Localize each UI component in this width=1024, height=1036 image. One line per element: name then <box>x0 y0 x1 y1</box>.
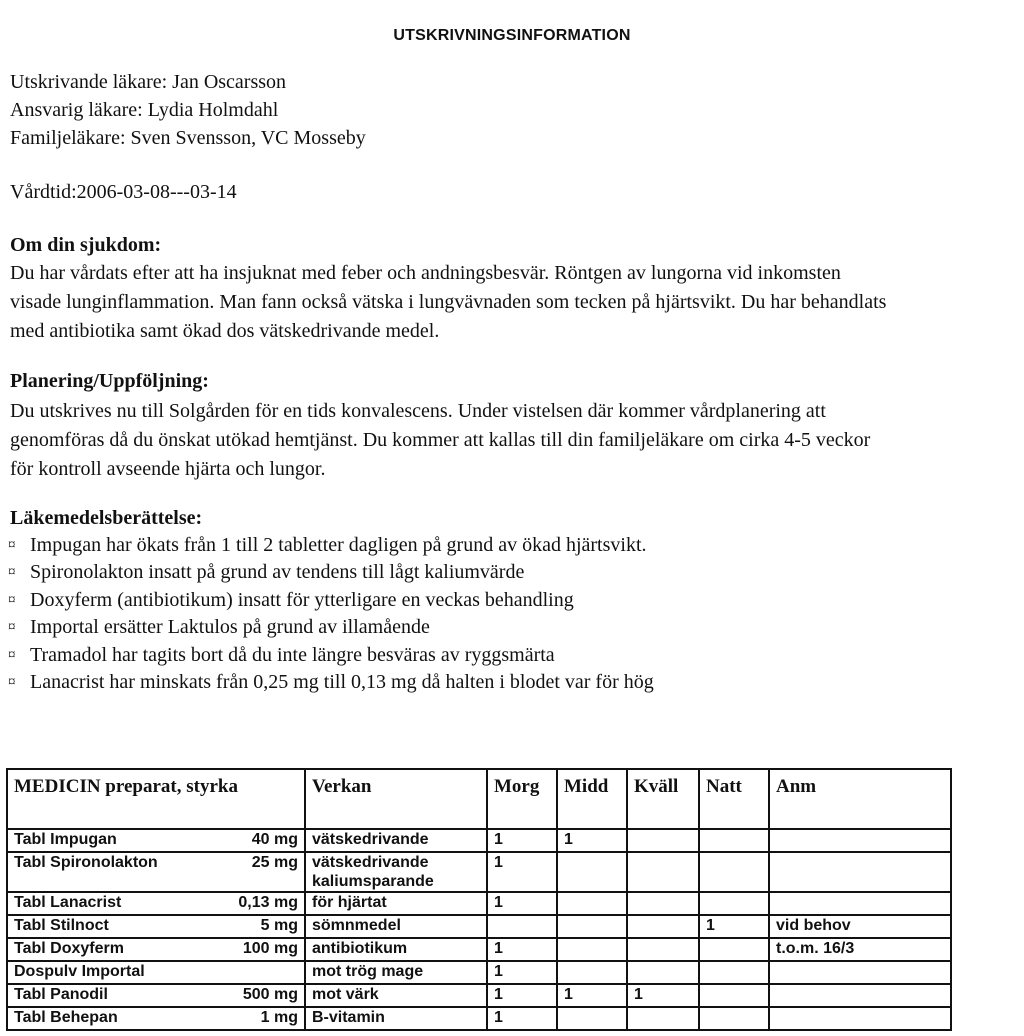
drug-strength: 1 mg <box>260 1009 298 1026</box>
effect-cell: antibiotikum <box>305 938 487 961</box>
effect-cell: mot värk <box>305 984 487 1007</box>
table-row <box>7 938 951 961</box>
text-line: för kontroll avseende hjärta och lungor. <box>10 458 326 480</box>
drug-strength: 25 mg <box>251 854 298 871</box>
morning-cell: 1 <box>487 961 557 984</box>
remark-cell <box>769 961 951 984</box>
list-item <box>8 669 654 696</box>
midday-cell <box>557 852 627 892</box>
list-item-text: Doxyferm (antibiotikum) insatt för ytterligare en veckas behandling <box>30 588 574 611</box>
bullet-icon: ¤ <box>8 619 16 636</box>
column-header: Natt <box>699 769 769 829</box>
night-cell: 1 <box>699 915 769 938</box>
remark-cell <box>769 892 951 915</box>
column-header: Midd <box>557 769 627 829</box>
list-item-text: Lanacrist har minskats från 0,25 mg till 0,13 mg då halten i blodet var för hög <box>30 671 654 694</box>
table-row <box>7 984 951 1007</box>
preparation-cell <box>7 852 305 892</box>
evening-cell <box>627 938 699 961</box>
drug-strength: 40 mg <box>251 831 298 848</box>
table-header-row <box>7 769 951 829</box>
preparation-cell <box>7 915 305 938</box>
list-item-text: Impugan har ökats från 1 till 2 tabletter dagligen på grund av ökad hjärtsvikt. <box>30 534 647 556</box>
table-row <box>7 961 951 984</box>
effect-cell <box>305 852 487 892</box>
text-line: visade lunginflammation. Man fann också vätska i lungvävnaden som tecken på hjärtsvikt. Du har behandlats <box>10 291 887 313</box>
column-header: Kväll <box>627 769 699 829</box>
remark-cell: vid behov <box>769 915 951 938</box>
discharging-doctor: Utskrivande läkare: Jan Oscarsson <box>10 71 287 93</box>
midday-cell <box>557 892 627 915</box>
drug-name: Tabl Behepan <box>14 1009 118 1026</box>
remark-cell <box>769 829 951 852</box>
preparation-cell <box>7 1007 305 1030</box>
section-text-illness <box>10 259 886 346</box>
column-header: Verkan <box>305 769 487 829</box>
medication-change-list <box>8 532 654 696</box>
bullet-icon: ¤ <box>8 674 16 691</box>
drug-name: Tabl Spironolakton <box>14 854 158 871</box>
section-heading-planning: Planering/Uppföljning: <box>10 370 209 392</box>
drug-name: Dospulv Importal <box>14 963 145 980</box>
effect-line: kaliumsparande <box>312 873 434 890</box>
night-cell <box>699 829 769 852</box>
bullet-icon: ¤ <box>8 591 16 608</box>
remark-cell: t.o.m. 16/3 <box>769 938 951 961</box>
remark-cell <box>769 984 951 1007</box>
effect-cell: vätskedrivande <box>305 829 487 852</box>
responsible-doctor: Ansvarig läkare: Lydia Holmdahl <box>10 99 279 121</box>
text-line: Du har vårdats efter att ha insjuknat med feber och andningsbesvär. Röntgen av lungorna vid inkomsten <box>10 262 841 284</box>
effect-cell: B-vitamin <box>305 1007 487 1030</box>
column-header: Anm <box>769 769 951 829</box>
table-row <box>7 892 951 915</box>
drug-name: Tabl Lanacrist <box>14 894 122 911</box>
effect-cell: mot trög mage <box>305 961 487 984</box>
morning-cell: 1 <box>487 984 557 1007</box>
drug-strength: 0,13 mg <box>238 894 298 911</box>
midday-cell: 1 <box>557 984 627 1007</box>
preparation-cell <box>7 829 305 852</box>
section-text-planning <box>10 397 870 484</box>
evening-cell <box>627 852 699 892</box>
midday-cell: 1 <box>557 829 627 852</box>
morning-cell: 1 <box>487 938 557 961</box>
medication-table <box>6 768 952 1031</box>
evening-cell <box>627 1007 699 1030</box>
list-item <box>8 532 654 559</box>
preparation-cell <box>7 961 305 984</box>
night-cell <box>699 938 769 961</box>
effect-line: vätskedrivande <box>312 854 429 871</box>
column-header: Morg <box>487 769 557 829</box>
night-cell <box>699 852 769 892</box>
list-item <box>8 587 654 614</box>
drug-name: Tabl Impugan <box>14 831 117 848</box>
preparation-cell <box>7 892 305 915</box>
care-period: Vårdtid:2006-03-08---03-14 <box>10 181 237 203</box>
text-line: genomföras då du önskat utökad hemtjänst. Du kommer att kallas till din familjeläkare om cirka 4-5 veckor <box>10 429 871 451</box>
drug-name: Tabl Doxyferm <box>14 940 124 957</box>
morning-cell <box>487 915 557 938</box>
table-row <box>7 852 951 892</box>
list-item-text: Spironolakton insatt på grund av tendens till lågt kaliumvärde <box>30 561 525 584</box>
preparation-cell <box>7 984 305 1007</box>
drug-name: Tabl Panodil <box>14 986 108 1003</box>
evening-cell <box>627 961 699 984</box>
text-line: med antibiotika samt ökad dos vätskedrivande medel. <box>10 320 440 342</box>
list-item-text: Importal ersätter Laktulos på grund av illamående <box>30 616 430 639</box>
drug-strength: 5 mg <box>260 917 298 934</box>
document-title: UTSKRIVNINGSINFORMATION <box>393 27 631 44</box>
night-cell <box>699 961 769 984</box>
table-row <box>7 829 951 852</box>
morning-cell: 1 <box>487 852 557 892</box>
remark-cell <box>769 852 951 892</box>
effect-cell: för hjärtat <box>305 892 487 915</box>
table-row <box>7 1007 951 1030</box>
morning-cell: 1 <box>487 892 557 915</box>
column-header: MEDICIN preparat, styrka <box>7 769 305 829</box>
night-cell <box>699 892 769 915</box>
evening-cell <box>627 915 699 938</box>
list-item <box>8 642 654 669</box>
list-item <box>8 614 654 641</box>
list-item-text: Tramadol har tagits bort då du inte längre besväras av ryggsmärta <box>30 643 555 666</box>
evening-cell <box>627 829 699 852</box>
morning-cell: 1 <box>487 829 557 852</box>
table-row <box>7 915 951 938</box>
preparation-cell <box>7 938 305 961</box>
night-cell <box>699 1007 769 1030</box>
evening-cell <box>627 892 699 915</box>
midday-cell <box>557 915 627 938</box>
drug-strength: 100 mg <box>242 940 298 957</box>
midday-cell <box>557 961 627 984</box>
drug-strength: 500 mg <box>242 986 298 1003</box>
section-heading-illness: Om din sjukdom: <box>10 234 162 256</box>
family-doctor: Familjeläkare: Sven Svensson, VC Mosseby <box>10 127 366 149</box>
bullet-icon: ¤ <box>8 646 16 663</box>
midday-cell <box>557 938 627 961</box>
evening-cell: 1 <box>627 984 699 1007</box>
bullet-icon: ¤ <box>8 564 16 581</box>
morning-cell: 1 <box>487 1007 557 1030</box>
bullet-icon: ¤ <box>8 537 16 553</box>
night-cell <box>699 984 769 1007</box>
remark-cell <box>769 1007 951 1030</box>
drug-name: Tabl Stilnoct <box>14 917 109 934</box>
list-item <box>8 559 654 586</box>
text-line: Du utskrives nu till Solgården för en tids konvalescens. Under vistelsen där kommer vårdplanering att <box>10 400 826 422</box>
effect-cell: sömnmedel <box>305 915 487 938</box>
section-heading-medication: Läkemedelsberättelse: <box>10 507 203 529</box>
midday-cell <box>557 1007 627 1030</box>
